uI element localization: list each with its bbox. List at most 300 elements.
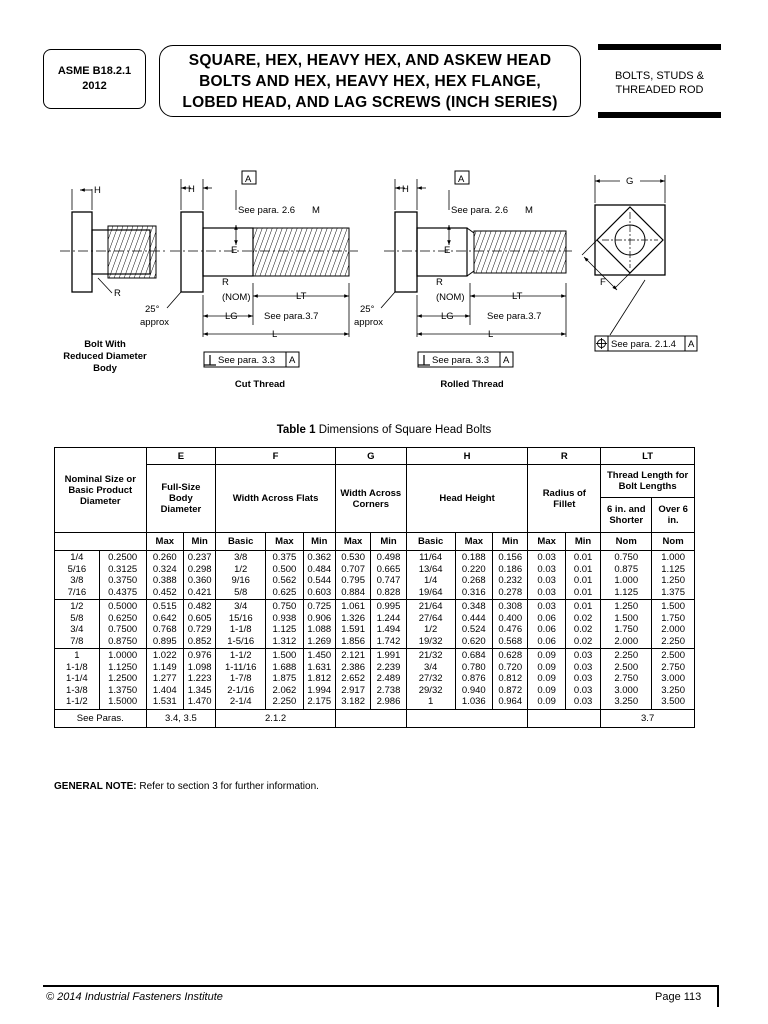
cell-value: 1.750 — [614, 624, 639, 635]
cell-value: 1.345 — [187, 684, 212, 696]
end-view-g-label: G — [626, 176, 634, 187]
cell-value: 0.876 — [461, 673, 486, 684]
table-caption: Dimensions of Square Head Bolts — [318, 424, 492, 436]
header-h-name: Head Height — [406, 465, 528, 533]
cell-value: 2.062 — [272, 684, 297, 696]
cell-h-max — [455, 600, 492, 649]
cell-value: 1-1/8 — [66, 661, 88, 673]
standard-number: ASME B18.2.1 — [57, 65, 132, 77]
cell-value: 0.03 — [573, 673, 593, 684]
cell-value: 2.386 — [341, 661, 365, 673]
cell-value: 1.404 — [152, 684, 177, 696]
cell-value: 0.400 — [498, 612, 523, 624]
cell-value: 0.750 — [272, 601, 297, 612]
cell-r-max — [528, 600, 565, 649]
bolt1-h-label: H — [94, 185, 101, 196]
cell-value: 27/32 — [418, 673, 443, 684]
cell-g-max — [335, 649, 370, 710]
cell-value: 0.03 — [573, 696, 593, 707]
cell-value: 0.498 — [376, 552, 401, 563]
cell-value: 0.684 — [461, 650, 486, 661]
bolt3-e-label: E — [444, 245, 451, 256]
cell-value: 13/64 — [418, 563, 443, 575]
cell-value: 0.388 — [152, 575, 177, 586]
see-paras-row — [55, 709, 695, 727]
cell-value: 5/8 — [234, 586, 248, 598]
sub-header-row — [55, 533, 695, 551]
cell-value: 3.182 — [341, 696, 365, 707]
cell-value: 11/64 — [419, 552, 443, 563]
cell-value: 0.482 — [187, 601, 212, 612]
end-view-ref-a: A — [688, 339, 695, 350]
cell-value: 0.720 — [498, 661, 523, 673]
table-row-group — [55, 600, 695, 649]
cell-f-basic — [216, 649, 266, 710]
table-row-group — [55, 551, 695, 600]
cell-value: 19/32 — [418, 635, 443, 647]
cell-decimal — [99, 551, 146, 600]
cell-value: 0.747 — [376, 575, 401, 586]
cell-e-max — [146, 649, 183, 710]
cell-value: 1.250 — [661, 575, 685, 586]
cell-value: 0.02 — [573, 624, 593, 635]
bolt3-l-label: L — [488, 329, 494, 340]
cell-value: 7/8 — [70, 635, 84, 647]
cell-value: 0.940 — [461, 684, 486, 696]
cell-value: 0.188 — [461, 552, 486, 563]
cell-value: 1.0000 — [108, 650, 138, 661]
cell-value: 0.938 — [272, 612, 297, 624]
cell-value: 1.223 — [187, 673, 212, 684]
cell-value: 0.03 — [537, 575, 556, 586]
bolt2-r-label: R — [222, 277, 229, 288]
cell-value: 1.088 — [307, 624, 332, 635]
see-paras-g — [335, 709, 406, 727]
cell-value: 2.500 — [614, 661, 639, 673]
cell-value: 2.121 — [341, 650, 365, 661]
cell-g-min — [371, 649, 406, 710]
bolt3-nom-label: (NOM) — [436, 292, 465, 303]
cell-g-min — [371, 551, 406, 600]
cell-value: 2.652 — [341, 673, 365, 684]
cell-value: 3/8 — [70, 575, 84, 586]
category-line-2: THREADED ROD — [615, 84, 704, 96]
cell-f-max — [266, 649, 303, 710]
cell-value: 0.484 — [307, 563, 332, 575]
header-f-name: Width Across Flats — [216, 465, 336, 533]
cell-value: 0.628 — [498, 650, 523, 661]
cell-value: 5/8 — [70, 612, 84, 624]
cell-value: 0.375 — [272, 552, 297, 563]
cell-value: 3/4 — [234, 601, 248, 612]
bolt2-see-37: See para.3.7 — [264, 311, 319, 322]
cell-value: 1.500 — [614, 612, 639, 624]
copyright: © 2014 Industrial Fasteners Institute — [46, 991, 223, 1003]
bolt3-see-26: See para. 2.6 — [451, 205, 509, 216]
cell-value: 1.856 — [341, 635, 365, 647]
cell-value: 1 — [74, 650, 80, 661]
cell-value: 3.000 — [614, 684, 639, 696]
cell-value: 2.000 — [661, 624, 685, 635]
cell-f-min — [303, 551, 335, 600]
header-lt-short: 6 in. and Shorter — [601, 498, 652, 533]
cell-value: 0.06 — [537, 635, 556, 647]
cell-lt-short — [601, 600, 652, 649]
cell-value: 2.250 — [661, 635, 685, 647]
general-note — [54, 781, 319, 792]
cell-value: 7/16 — [67, 586, 87, 598]
cell-value: 15/16 — [228, 612, 253, 624]
cell-value: 1.812 — [307, 673, 332, 684]
cell-decimal — [99, 649, 146, 710]
caption-rolled-thread: Rolled Thread — [440, 379, 504, 390]
cell-value: 0.620 — [461, 635, 486, 647]
cell-value: 1.5000 — [108, 696, 138, 707]
reduced-body-bolt — [60, 189, 165, 293]
cell-value: 1.125 — [614, 586, 639, 598]
cell-value: 0.3750 — [108, 575, 138, 586]
cell-value: 0.828 — [376, 586, 401, 598]
header-g-name: Width Across Corners — [335, 465, 406, 533]
cell-value: 0.421 — [187, 586, 212, 598]
cell-value: 1.688 — [272, 661, 297, 673]
cell-value: 0.7500 — [108, 624, 138, 635]
cell-e-min — [184, 551, 216, 600]
cell-value: 21/32 — [418, 650, 443, 661]
bolt3-approx: approx — [354, 317, 384, 328]
cell-value: 0.06 — [537, 612, 556, 624]
sub-header-cell: Min — [184, 533, 216, 551]
cell-value: 1.277 — [152, 673, 177, 684]
cell-value: 1/2 — [234, 563, 248, 575]
bolt2-see-26: See para. 2.6 — [238, 205, 296, 216]
header-letter-r: R — [528, 448, 601, 465]
cell-value: 1-1/2 — [229, 650, 252, 661]
sub-header-cell: Max — [146, 533, 183, 551]
bolt3-r-label: R — [436, 277, 443, 288]
header-letter-g: G — [335, 448, 406, 465]
cell-value: 0.750 — [614, 552, 639, 563]
bolt2-nom-label: (NOM) — [222, 292, 251, 303]
cell-value: 2.750 — [661, 661, 685, 673]
cell-value: 19/64 — [418, 586, 443, 598]
cell-value: 1.500 — [272, 650, 297, 661]
cell-f-min — [303, 649, 335, 710]
cell-value: 3/8 — [234, 552, 248, 563]
cell-value: 0.812 — [498, 673, 523, 684]
sub-header-cell: Min — [371, 533, 406, 551]
cell-value: 0.964 — [498, 696, 523, 707]
cell-r-min — [565, 600, 600, 649]
cell-value: 1-1/2 — [66, 696, 88, 707]
cell-value: 1.269 — [307, 635, 332, 647]
cell-value: 1.470 — [187, 696, 212, 707]
bolt2-angle: 25° — [145, 304, 160, 315]
cell-value: 0.8750 — [108, 635, 138, 647]
cell-value: 1.991 — [376, 650, 401, 661]
cell-value: 0.625 — [272, 586, 297, 598]
cell-value: 0.01 — [573, 552, 593, 563]
cell-value: 0.562 — [272, 575, 297, 586]
cell-e-min — [184, 649, 216, 710]
cell-r-min — [565, 551, 600, 600]
cell-nominal — [55, 551, 100, 600]
header-letter-lt: LT — [601, 448, 695, 465]
cell-value: 1 — [427, 696, 434, 707]
sub-header-blank — [55, 533, 147, 551]
cell-g-min — [371, 600, 406, 649]
cell-value: 1.2500 — [108, 673, 138, 684]
category-top-bar — [598, 44, 721, 50]
cell-value: 0.707 — [341, 563, 365, 575]
cell-value: 0.530 — [341, 552, 365, 563]
cell-value: 0.642 — [152, 612, 177, 624]
bolt3-lt-label: LT — [512, 291, 523, 302]
bolt2-l-label: L — [272, 329, 278, 340]
cell-value: 0.09 — [537, 661, 556, 673]
bolt1-r-label: R — [114, 288, 121, 299]
cell-value: 0.09 — [537, 673, 556, 684]
cell-value: 1-11/16 — [224, 661, 257, 673]
see-paras-f: 2.1.2 — [216, 709, 336, 727]
cell-value: 0.5000 — [108, 601, 138, 612]
cell-value: 0.444 — [461, 612, 486, 624]
see-paras-e: 3.4, 3.5 — [146, 709, 216, 727]
bolt2-approx: approx — [140, 317, 170, 328]
cell-value: 1/4 — [424, 575, 438, 586]
bolt2-e-label: E — [231, 245, 238, 256]
cell-value: 0.02 — [573, 612, 593, 624]
cell-value: 0.298 — [187, 563, 212, 575]
cell-value: 3.500 — [661, 696, 685, 707]
cell-f-max — [266, 600, 303, 649]
cell-value: 1/4 — [70, 552, 84, 563]
bolt3-ref-a: A — [503, 355, 510, 366]
cell-value: 1.450 — [307, 650, 332, 661]
cell-value: 0.237 — [187, 552, 212, 563]
cell-g-max — [335, 551, 370, 600]
cell-value: 0.278 — [498, 586, 523, 598]
cell-value: 0.308 — [498, 601, 523, 612]
cell-value: 0.568 — [498, 635, 523, 647]
sub-header-cell: Max — [266, 533, 303, 551]
cell-lt-long — [652, 551, 695, 600]
cell-value: 2.489 — [376, 673, 401, 684]
cell-value: 0.01 — [573, 575, 593, 586]
see-paras-r — [528, 709, 601, 727]
cell-value: 1.036 — [461, 696, 486, 707]
cell-value: 2.986 — [376, 696, 401, 707]
cell-value: 0.360 — [187, 575, 212, 586]
header-lt-name: Thread Length for Bolt Lengths — [601, 465, 695, 498]
cell-value: 1.631 — [307, 661, 332, 673]
bolt2-see-33: See para. 3.3 — [218, 355, 276, 366]
cell-value: 0.03 — [537, 601, 556, 612]
cell-h-basic — [406, 600, 455, 649]
bolt-drawing — [50, 165, 720, 400]
title-line-1: SQUARE, HEX, HEAVY HEX, AND ASKEW HEAD — [188, 51, 552, 69]
cell-value: 21/64 — [418, 601, 443, 612]
bolt3-m-symbol: M — [525, 205, 533, 216]
cell-value: 0.03 — [573, 650, 593, 661]
cell-value: 0.6250 — [108, 612, 138, 624]
cell-value: 0.3125 — [108, 563, 138, 575]
cell-value: 3.250 — [614, 696, 639, 707]
end-view-see-214: See para. 2.1.4 — [611, 339, 676, 350]
cell-f-max — [266, 551, 303, 600]
category-label — [598, 60, 721, 106]
cell-value: 2.917 — [341, 684, 365, 696]
cut-thread-bolt — [167, 171, 358, 367]
cell-value: 0.348 — [461, 601, 486, 612]
cell-value: 0.01 — [573, 586, 593, 598]
cell-r-max — [528, 551, 565, 600]
cell-value: 0.500 — [272, 563, 297, 575]
sub-header-cell: Max — [455, 533, 492, 551]
cell-value: 0.780 — [461, 661, 486, 673]
sub-header-cell: Nom — [652, 533, 695, 551]
sub-header-cell: Max — [528, 533, 565, 551]
title-line-3: LOBED HEAD, AND LAG SCREWS (INCH SERIES) — [182, 93, 558, 111]
cell-f-basic — [216, 551, 266, 600]
cell-lt-long — [652, 600, 695, 649]
cell-value: 1.326 — [341, 612, 365, 624]
cell-nominal — [55, 649, 100, 710]
cell-nominal — [55, 600, 100, 649]
header-lt-long: Over 6 in. — [652, 498, 695, 533]
cell-f-basic — [216, 600, 266, 649]
general-note-text: Refer to section 3 for further information. — [139, 781, 319, 792]
caption-reduced-3: Body — [93, 363, 117, 374]
cell-value: 1.1250 — [108, 661, 138, 673]
cell-value: 0.476 — [498, 624, 523, 635]
cell-value: 1.244 — [376, 612, 401, 624]
sub-header-cell: Min — [303, 533, 335, 551]
cell-value: 0.03 — [537, 563, 556, 575]
cell-value: 0.03 — [537, 586, 556, 598]
cell-value: 1.022 — [152, 650, 177, 661]
cell-value: 0.544 — [307, 575, 332, 586]
cell-h-min — [493, 649, 528, 710]
category-bottom-bar — [598, 112, 721, 118]
cell-value: 1.000 — [661, 552, 685, 563]
sub-header-cell: Min — [493, 533, 528, 551]
caption-cut-thread: Cut Thread — [234, 379, 286, 390]
cell-value: 1.500 — [661, 601, 685, 612]
cell-value: 27/64 — [418, 612, 443, 624]
cell-value: 1.125 — [272, 624, 297, 635]
cell-value: 1.098 — [187, 661, 212, 673]
cell-value: 1-7/8 — [229, 673, 252, 684]
cell-value: 0.906 — [307, 612, 332, 624]
header-e-name: Full-Size Body Diameter — [146, 465, 216, 533]
standard-box — [43, 49, 146, 109]
rolled-thread-bolt — [381, 171, 572, 367]
cell-value: 1.875 — [272, 673, 297, 684]
cell-value: 0.232 — [498, 575, 523, 586]
cell-h-max — [455, 649, 492, 710]
sub-header-cell: Basic — [406, 533, 455, 551]
cell-value: 0.725 — [307, 601, 332, 612]
table-row-group — [55, 649, 695, 710]
see-paras-h — [406, 709, 528, 727]
cell-value: 0.852 — [187, 635, 212, 647]
cell-lt-short — [601, 551, 652, 600]
cell-value: 2.000 — [614, 635, 639, 647]
see-paras-lt: 3.7 — [601, 709, 695, 727]
cell-value: 1/2 — [70, 601, 84, 612]
page-title — [159, 45, 581, 117]
cell-value: 0.220 — [461, 563, 486, 575]
cell-value: 3/4 — [70, 624, 84, 635]
cell-value: 0.872 — [498, 684, 523, 696]
cell-decimal — [99, 600, 146, 649]
cell-value: 0.186 — [498, 563, 523, 575]
cell-h-basic — [406, 551, 455, 600]
cell-value: 1.250 — [614, 601, 639, 612]
cell-value: 0.884 — [341, 586, 365, 598]
cell-value: 0.362 — [307, 552, 332, 563]
cell-h-min — [493, 600, 528, 649]
cell-value: 1.125 — [661, 563, 685, 575]
cell-value: 3.000 — [661, 673, 685, 684]
bolt2-a-label: A — [245, 174, 252, 185]
cell-value: 0.01 — [573, 563, 593, 575]
cell-h-min — [493, 551, 528, 600]
header-r-name: Radius of Fillet — [528, 465, 601, 533]
cell-value: 1/2 — [424, 624, 438, 635]
cell-value: 2-1/4 — [229, 696, 252, 707]
cell-value: 5/16 — [67, 563, 87, 575]
cell-value: 0.515 — [152, 601, 177, 612]
cell-value: 1.061 — [341, 601, 365, 612]
cell-value: 1.149 — [152, 661, 177, 673]
header-letter-f: F — [216, 448, 336, 465]
header-letter-h: H — [406, 448, 528, 465]
bolt3-h-label: H — [402, 184, 409, 195]
sub-header-cell: Basic — [216, 533, 266, 551]
cell-value: 0.605 — [187, 612, 212, 624]
bolt2-m-symbol: M — [312, 205, 320, 216]
square-head-bolt-table — [54, 447, 695, 728]
cell-value: 0.524 — [461, 624, 486, 635]
standard-year: 2012 — [82, 80, 107, 92]
bolt3-angle: 25° — [360, 304, 375, 315]
cell-value: 0.995 — [376, 601, 401, 612]
cell-value: 2.175 — [307, 696, 332, 707]
cell-value: 3/4 — [424, 661, 438, 673]
sub-header-cell: Min — [565, 533, 600, 551]
cell-lt-long — [652, 649, 695, 710]
page-number: Page 113 — [655, 991, 702, 1003]
cell-value: 1.000 — [614, 575, 639, 586]
cell-value: 0.09 — [537, 696, 556, 707]
cell-value: 2.500 — [661, 650, 685, 661]
cell-value: 2.738 — [376, 684, 401, 696]
cell-value: 0.09 — [537, 684, 556, 696]
cell-value: 0.260 — [152, 552, 177, 563]
table-number: Table 1 — [276, 424, 316, 436]
cell-e-max — [146, 600, 183, 649]
cell-value: 0.01 — [573, 601, 593, 612]
cell-value: 1.312 — [272, 635, 297, 647]
title-line-2: BOLTS AND HEX, HEAVY HEX, HEX FLANGE, — [199, 72, 541, 90]
cell-value: 1.591 — [341, 624, 365, 635]
cell-lt-short — [601, 649, 652, 710]
see-paras-label: See Paras. — [55, 709, 147, 727]
table-title — [0, 424, 768, 436]
cell-value: 0.09 — [537, 650, 556, 661]
